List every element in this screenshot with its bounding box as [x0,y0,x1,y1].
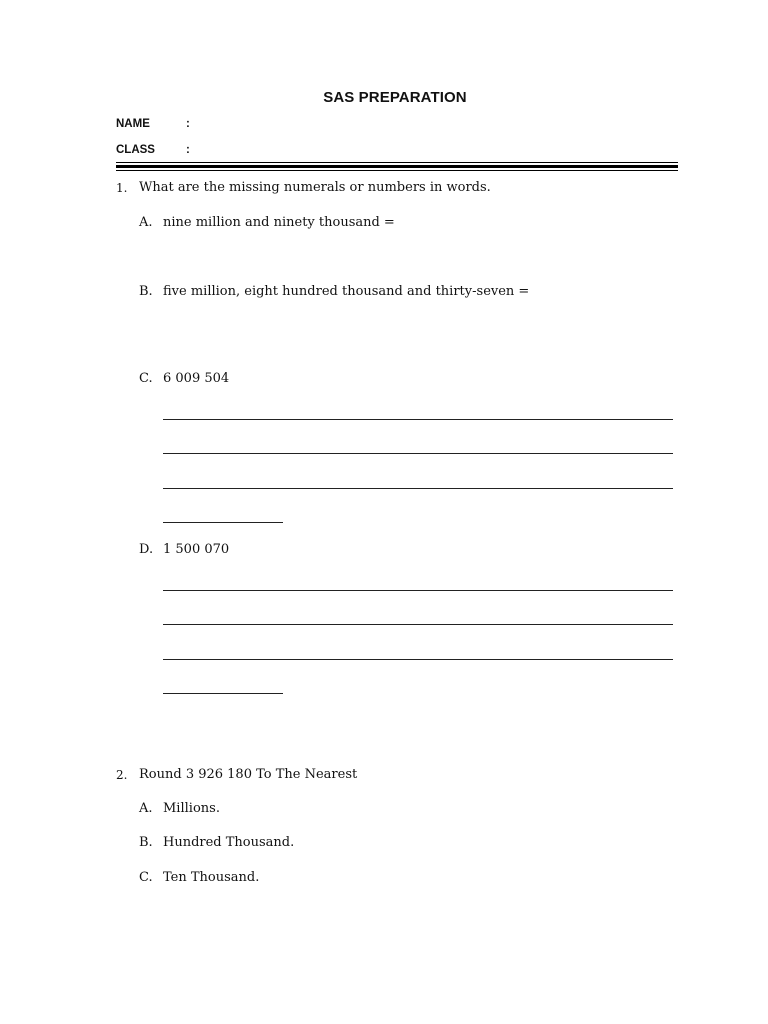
question-1-number: 1. [116,181,128,195]
question-1-option-d-text: 1 500 070 [163,542,230,557]
option-d-answer-line-2[interactable] [163,624,673,625]
question-2-option-c-text: Ten Thousand. [163,870,260,885]
question-2-option-c-letter: C. [139,870,153,885]
question-1-text: What are the missing numerals or numbers in words. [139,180,491,195]
name-label: NAME [116,118,150,130]
question-2-text: Round 3 926 180 To The Nearest [139,767,358,782]
question-1-option-a-text: nine million and ninety thousand = [163,215,395,230]
question-1-option-c-letter: C. [139,371,153,386]
question-2-option-b-text: Hundred Thousand. [163,835,295,850]
question-2-option-a-text: Millions. [163,801,220,816]
question-1-option-b-text: five million, eight hundred thousand and thirty-seven = [163,284,530,299]
question-1-option-b-letter: B. [139,284,153,299]
question-1-option-d-letter: D. [139,542,154,557]
header-rule-thin-top [116,162,678,163]
option-c-answer-line-2[interactable] [163,453,673,454]
option-c-answer-line-4[interactable] [163,522,283,523]
name-colon: : [186,118,190,130]
option-c-answer-line-1[interactable] [163,419,673,420]
question-2-option-b-letter: B. [139,835,153,850]
question-2-option-a-letter: A. [139,801,153,816]
page-title: SAS PREPARATION [323,89,467,106]
option-c-answer-line-3[interactable] [163,488,673,489]
question-2-number: 2. [116,768,128,782]
option-d-answer-line-3[interactable] [163,659,673,660]
header-rule-thin-bottom [116,170,678,171]
option-d-answer-line-4[interactable] [163,693,283,694]
question-1-option-a-letter: A. [139,215,153,230]
class-label: CLASS [116,144,155,156]
option-d-answer-line-1[interactable] [163,590,673,591]
class-colon: : [186,144,190,156]
question-1-option-c-text: 6 009 504 [163,371,230,386]
header-rule-thick [116,165,678,168]
